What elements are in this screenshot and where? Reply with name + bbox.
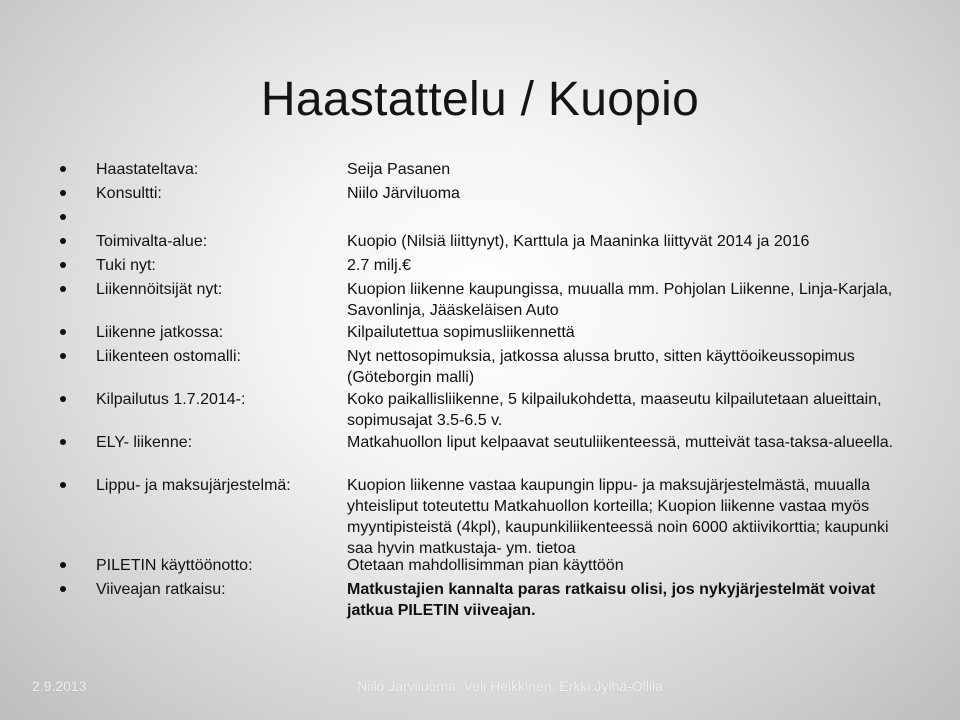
bullet-icon — [60, 166, 66, 172]
row-value: Niilo Järviluoma — [347, 185, 460, 202]
row-value: Otetaan mahdollisimman pian käyttöön — [347, 557, 624, 574]
row-label: Liikennöitsijät nyt: — [96, 281, 223, 298]
bullet-icon — [60, 396, 66, 402]
row-value: Koko paikallisliikenne, 5 kilpailukohdetta, maaseutu kilpailutetaan alueittain, sopimusajat 3.5-6.5 v. — [347, 391, 882, 429]
slide-title: Haastattelu / Kuopio — [260, 73, 700, 127]
row-value: Kuopio (Nilsiä liittynyt), Karttula ja Maaninka liittyvät 2014 ja 2016 — [347, 233, 810, 250]
row-value: Nyt nettosopimuksia, jatkossa alussa brutto, sitten käyttöoikeussopimus (Göteborgin malli) — [347, 348, 855, 386]
row-value: Matkustajien kannalta paras ratkaisu olisi, jos nykyjärjestelmät voivat jatkua PILETIN viiveajan. — [347, 581, 876, 619]
bullet-icon — [60, 439, 66, 445]
bullet-icon — [60, 562, 66, 568]
row-label: Viiveajan ratkaisu: — [96, 581, 226, 598]
row-value: Seija Pasanen — [347, 161, 451, 178]
footer-date: 2.9.2013 — [32, 678, 87, 694]
bullet-icon — [60, 190, 66, 196]
bullet-icon — [60, 329, 66, 335]
row-label: Toimivalta-alue: — [96, 233, 208, 250]
row-label: Liikenne jatkossa: — [96, 324, 224, 341]
bullet-icon — [60, 238, 66, 244]
bullet-icon — [60, 586, 66, 592]
bullet-icon — [60, 286, 66, 292]
row-label: Konsultti: — [96, 185, 162, 202]
bullet-icon — [60, 353, 66, 359]
bullet-icon — [60, 214, 66, 220]
row-label: Lippu- ja maksujärjestelmä: — [96, 477, 291, 494]
row-label: PILETIN käyttöönotto: — [96, 557, 253, 574]
row-value: Kuopion liikenne kaupungissa, muualla mm. Pohjolan Liikenne, Linja-Karjala, Savonlinja, Jääskeläisen Auto — [347, 281, 893, 319]
row-value: Kuopion liikenne vastaa kaupungin lippu- ja maksujärjestelmästä, muualla yhteisliput toteutettu Matkahuollon korteilla; Kuopion liikenne vastaa myös myyntipisteistä (4kpl), kaupunkiliikenteessä noin 6000 aktiivikorttia; kaupunki saa hyvin matkustaja- ym. tietoa — [347, 477, 889, 557]
row-label: Haastateltava: — [96, 161, 199, 178]
row-value: Matkahuollon liput kelpaavat seutuliikenteessä, mutteivät tasa-taksa-alueella. — [347, 434, 894, 451]
bullet-icon — [60, 482, 66, 488]
row-label: Kilpailutus 1.7.2014-: — [96, 391, 246, 408]
row-label: Liikenteen ostomalli: — [96, 348, 241, 365]
row-label: Tuki nyt: — [96, 257, 156, 274]
bullet-icon — [60, 262, 66, 268]
row-value: Kilpailutettua sopimusliikennettä — [347, 324, 575, 341]
footer-authors: Niilo Järviluoma, Veli Heikkinen, Erkki Jylhä-Ollila — [357, 678, 663, 694]
row-label: ELY- liikenne: — [96, 434, 193, 451]
row-value: 2.7 milj.€ — [347, 257, 412, 274]
